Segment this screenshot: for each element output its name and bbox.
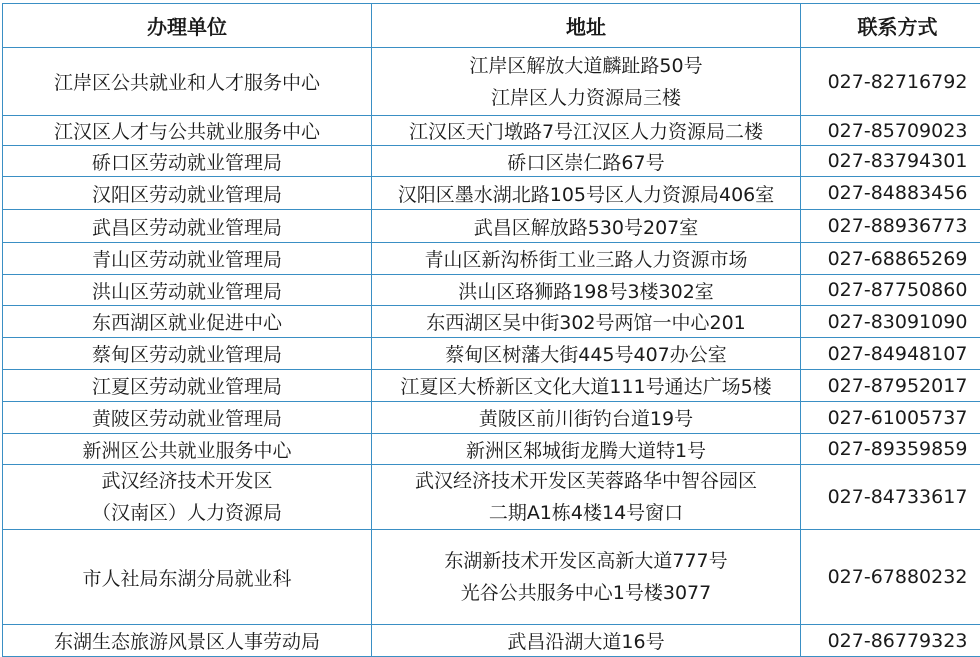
address-cell-line: 东西湖区吴中街302号两馆一中心201 (426, 312, 746, 334)
unit-cell-line: 武昌区劳动就业管理局 (91, 216, 282, 239)
table-row (3, 625, 980, 657)
address-cell-line: 江汉区天门墩路7号江汉区人力资源局二楼 (408, 121, 764, 143)
phone-cell: 027-86779323 (801, 625, 980, 657)
header-unit: 办理单位 (3, 4, 372, 48)
unit-cell-line: 江岸区公共就业和人才服务中心 (53, 72, 320, 94)
unit-cell-line: 黄陂区劳动就业管理局 (91, 408, 282, 430)
unit-cell-line: （汉南区）人力资源局 (91, 502, 282, 524)
contact-table (2, 3, 980, 657)
unit-cell (3, 625, 372, 657)
address-cell-line: 东湖新技术开发区高新大道777号 (444, 550, 728, 572)
address-cell-line: 武昌区解放路530号207室 (473, 216, 699, 239)
header-address: 地址 (372, 4, 801, 48)
header-phone: 联系方式 (801, 4, 980, 48)
phone-cell: 027-84948107 (801, 338, 980, 370)
phone-cell: 027-84883456 (801, 177, 980, 210)
unit-cell-line: 武汉经济技术开发区 (101, 470, 273, 492)
table-row (3, 402, 980, 434)
address-cell-line: 江岸区解放大道麟趾路50号 (469, 54, 703, 77)
unit-cell-line: 东西湖区就业促进中心 (91, 312, 282, 334)
address-cell (372, 177, 801, 210)
unit-cell-line: 江夏区劳动就业管理局 (91, 376, 282, 398)
table-row (3, 338, 980, 370)
address-cell (372, 275, 801, 306)
unit-cell (3, 338, 372, 370)
phone-cell: 027-61005737 (801, 402, 980, 434)
table-row (3, 530, 980, 625)
unit-cell (3, 210, 372, 243)
phone-cell: 027-87952017 (801, 370, 980, 402)
table-row (3, 370, 980, 402)
phone-cell: 027-88936773 (801, 210, 980, 243)
phone-cell: 027-83794301 (801, 146, 980, 177)
unit-cell (3, 530, 372, 625)
unit-cell (3, 434, 372, 465)
table-row (3, 465, 980, 530)
phone-cell: 027-85709023 (801, 116, 980, 146)
table-row (3, 146, 980, 177)
address-cell-line: 青山区新沟桥街工业三路人力资源市场 (424, 249, 748, 271)
table-row (3, 306, 980, 338)
phone-cell: 027-84733617 (801, 465, 980, 530)
unit-cell-line: 江汉区人才与公共就业服务中心 (53, 121, 320, 143)
unit-cell-line: 市人社局东湖分局就业科 (82, 567, 292, 590)
address-cell-line: 江岸区人力资源局三楼 (490, 86, 681, 109)
phone-cell: 027-67880232 (801, 530, 980, 625)
unit-cell-line: 新洲区公共就业服务中心 (82, 439, 292, 462)
address-cell (372, 465, 801, 530)
address-cell (372, 625, 801, 657)
table-row (3, 243, 980, 275)
address-cell (372, 243, 801, 275)
address-cell (372, 306, 801, 338)
address-cell (372, 402, 801, 434)
phone-cell: 027-68865269 (801, 243, 980, 275)
address-cell (372, 210, 801, 243)
unit-cell (3, 306, 372, 338)
address-cell (372, 370, 801, 402)
unit-cell-line: 硚口区劳动就业管理局 (91, 151, 282, 174)
unit-cell (3, 48, 372, 116)
phone-cell: 027-83091090 (801, 306, 980, 338)
address-cell-line: 汉阳区墨水湖北路105号区人力资源局406室 (397, 183, 775, 206)
unit-cell (3, 465, 372, 530)
unit-cell (3, 116, 372, 146)
address-cell-line: 硚口区崇仁路67号 (507, 151, 665, 174)
table-row (3, 275, 980, 306)
address-cell (372, 434, 801, 465)
unit-cell (3, 177, 372, 210)
unit-cell-line: 洪山区劳动就业管理局 (91, 280, 282, 303)
table-header-row (3, 4, 980, 48)
address-cell (372, 116, 801, 146)
unit-cell-line: 汉阳区劳动就业管理局 (91, 183, 282, 206)
unit-cell (3, 243, 372, 275)
address-cell-line: 蔡甸区树藩大街445号407办公室 (445, 344, 727, 366)
unit-cell-line: 东湖生态旅游风景区人事劳动局 (53, 631, 320, 653)
unit-cell-line: 蔡甸区劳动就业管理局 (91, 344, 282, 366)
phone-cell: 027-89359859 (801, 434, 980, 465)
address-cell-line: 黄陂区前川街钓台道19号 (478, 408, 694, 430)
unit-cell (3, 275, 372, 306)
table-row (3, 210, 980, 243)
address-cell (372, 48, 801, 116)
address-cell-line: 二期A1栋4楼14号窗口 (488, 502, 684, 524)
phone-cell: 027-87750860 (801, 275, 980, 306)
address-cell-line: 武汉经济技术开发区芙蓉路华中智谷园区 (414, 470, 757, 492)
address-cell-line: 武昌沿湖大道16号 (507, 631, 665, 653)
address-cell (372, 338, 801, 370)
unit-cell-line: 青山区劳动就业管理局 (91, 249, 282, 271)
address-cell-line: 江夏区大桥新区文化大道111号通达广场5楼 (400, 376, 772, 398)
table-body (3, 48, 980, 657)
unit-cell (3, 402, 372, 434)
table-row (3, 48, 980, 116)
address-cell (372, 146, 801, 177)
table-row (3, 116, 980, 146)
address-cell-line: 洪山区珞狮路198号3楼302室 (458, 280, 714, 303)
address-cell (372, 530, 801, 625)
phone-cell: 027-82716792 (801, 48, 980, 116)
unit-cell (3, 146, 372, 177)
table-row (3, 434, 980, 465)
table-row (3, 177, 980, 210)
address-cell-line: 新洲区邾城街龙腾大道特1号 (465, 439, 707, 462)
address-cell-line: 光谷公共服务中心1号楼3077 (460, 582, 712, 604)
unit-cell (3, 370, 372, 402)
